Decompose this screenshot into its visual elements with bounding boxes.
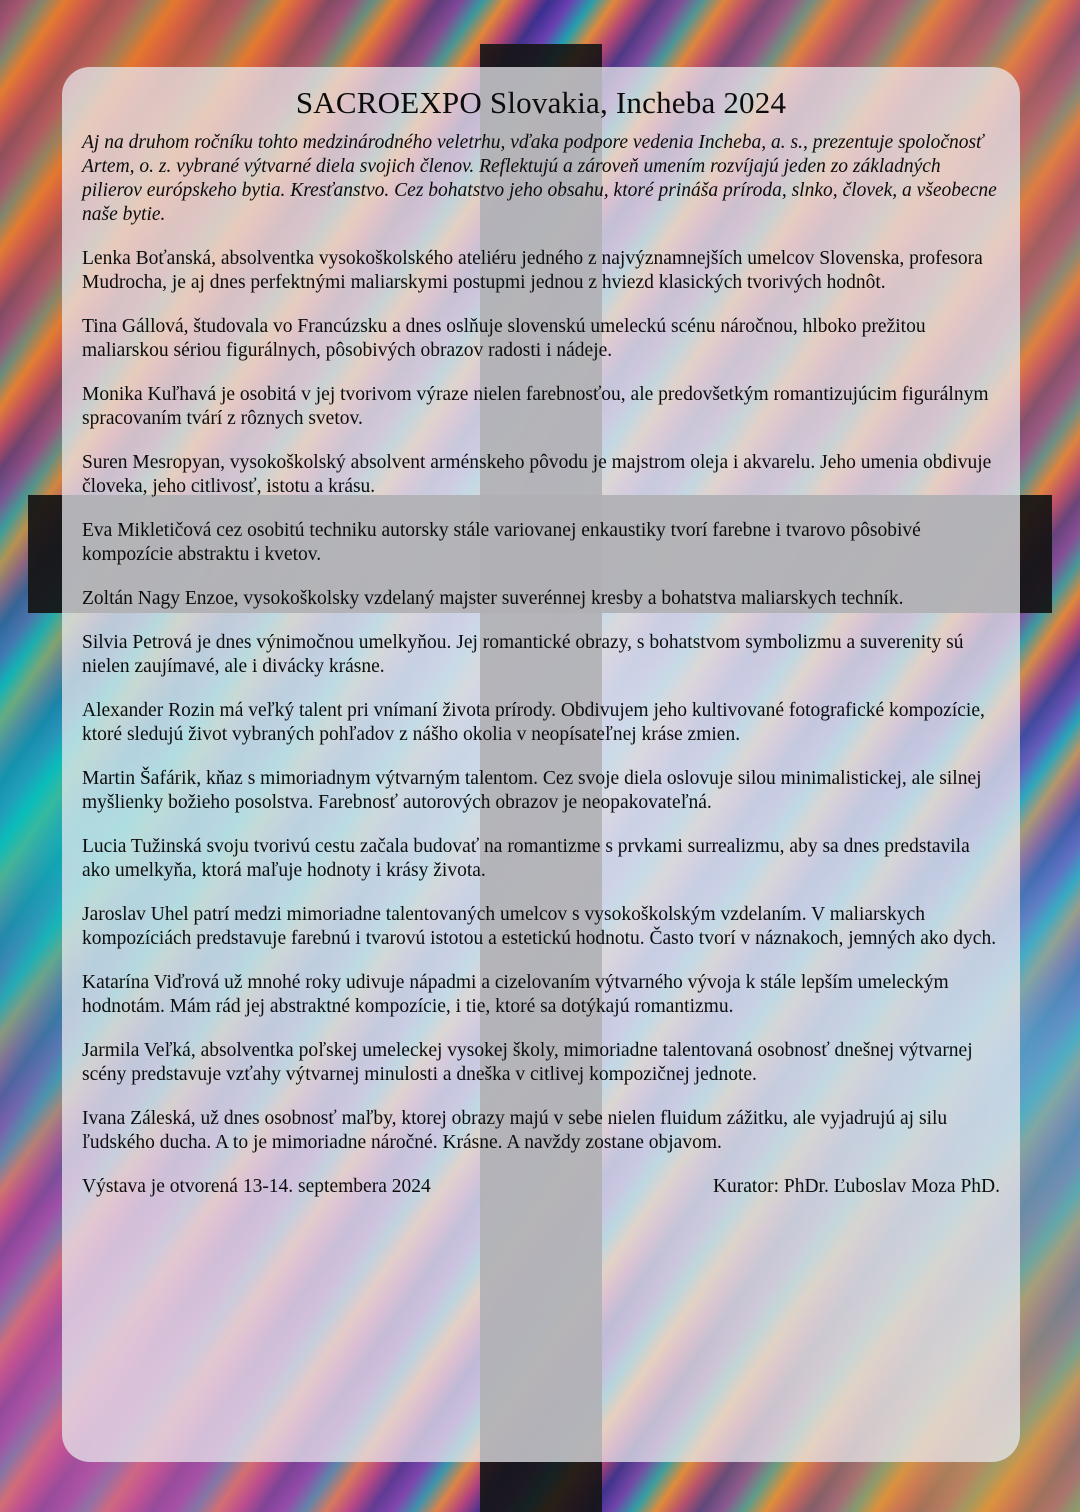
text-panel: [62, 67, 1020, 1462]
artist-paragraph-tuzinska: Lucia Tužinská svoju tvorivú cestu začala budovať na romantizme s prvkami surrealizmu, aby sa dnes predstavila ako umelkyňa, ktorá maľuje hodnoty i krásy života.: [82, 836, 970, 881]
artist-paragraph-rozin: Alexander Rozin má veľký talent pri vnímaní života prírody. Obdivujem jeho kultivované fotografické kompozície, ktoré sledujú život vybraných pohľadov z nášho okolia v neopísateľnej kráse zmien.: [82, 700, 985, 745]
artist-paragraph-uhel: Jaroslav Uhel patrí medzi mimoriadne talentovaných umelcov s vysokoškolským vzdelaním. V maliarskych kompozíciách predstavuje farebnú i tvarovú istotou a estetickú hodnotu. Často tvorí v náznakoch, jemných ako dych.: [82, 904, 997, 949]
artist-paragraph-velka: Jarmila Veľká, absolventka poľskej umeleckej vysokej školy, mimoriadne talentovaná osobnosť dnešnej výtvarnej scény predstavuje vzťahy výtvarnej minulosti a dneška v citlivej kompozičnej jednote.: [82, 1040, 973, 1085]
artist-paragraph-vidrova: Katarína Viďrová už mnohé roky udivuje nápadmi a cizelovaním výtvarného vývoja k stále lepším umeleckým hodnotám. Mám rád jej abstraktné kompozície, i tie, ktoré sa dotýkajú romantizmu.: [82, 972, 949, 1017]
artist-paragraph-gallova: Tina Gállová, študovala vo Francúzsku a dnes oslňuje slovenskú umeleckú scénu náročnou, hlboko prežitou maliarskou sériou figurálnych, pôsobivých obrazov radosti i nádeje.: [82, 316, 926, 361]
artist-paragraph-kulhava: Monika Kuľhavá je osobitá v jej tvorivom výraze nielen farebnosťou, ale predovšetkým romantizujúcim figurálnym spracovaním tvárí z rôznych svetov.: [82, 384, 989, 429]
curator-credit: Kurator: PhDr. Ľuboslav Moza PhD.: [712, 1176, 1000, 1197]
page-title: SACROEXPO Slovakia, Incheba 2024: [295, 85, 787, 120]
artist-paragraph-mikleticova: Eva Mikletičová cez osobitú techniku autorsky stále variovanej enkaustiky tvorí farebne i tvarovo pôsobivé kompozície abstraktu i kvetov.: [82, 520, 921, 565]
intro-paragraph: Aj na druhom ročníku tohto medzinárodného veletrhu, vďaka podpore vedenia Incheba, a. s., prezentuje spoločnosť Artem, o. z. vybrané výtvarné diela svojich členov. Reflektujú a zároveň umením rozvíjajú jeden zo základných pilierov európskeho bytia. Kresťanstvo. Cez bohatstvo jeho obsahu, ktoré prináša príroda, slnko, človek, a všeobecne naše bytie.: [82, 132, 997, 225]
artist-paragraph-zaleska: Ivana Záleská, už dnes osobnosť maľby, ktorej obrazy majú v sebe nielen fluidum zážitku, ale vyjadrujú aj silu ľudského ducha. A to je mimoriadne náročné. Krásne. A navždy zostane objavom.: [82, 1108, 948, 1153]
artist-paragraph-botanska: Lenka Boťanská, absolventka vysokoškolského ateliéru jedného z najvýznamnejších umelcov Slovenska, profesora Mudrocha, je aj dnes perfektnými maliarskymi postupmi jednou z hviezd klasických tvorivých hodnôt.: [82, 248, 983, 293]
footer: [82, 1175, 1000, 1199]
artist-paragraph-safarik: Martin Šafárik, kňaz s mimoriadnym výtvarným talentom. Cez svoje diela oslovuje silou minimalistickej, ale silnej myšlienky božieho posolstva. Farebnosť autorových obrazov je neopakovateľná.: [82, 768, 982, 813]
exhibition-dates: Výstava je otvorená 13-14. septembera 2024: [82, 1176, 431, 1197]
artist-paragraph-petrova: Silvia Petrová je dnes výnimočnou umelkyňou. Jej romantické obrazy, s bohatstvom symbolizmu a suverenity sú nielen zaujímavé, ale i divácky krásne.: [82, 632, 964, 677]
artist-paragraph-nagy: Zoltán Nagy Enzoe, vysokoškolsky vzdelaný majster suverénnej kresby a bohatstva maliarskych techník.: [82, 588, 904, 609]
artist-paragraph-mesropyan: Suren Mesropyan, vysokoškolský absolvent arménskeho pôvodu je majstrom oleja i akvarelu. Jeho umenia obdivuje človeka, jeho citlivosť, istotu a krásu.: [82, 452, 992, 497]
